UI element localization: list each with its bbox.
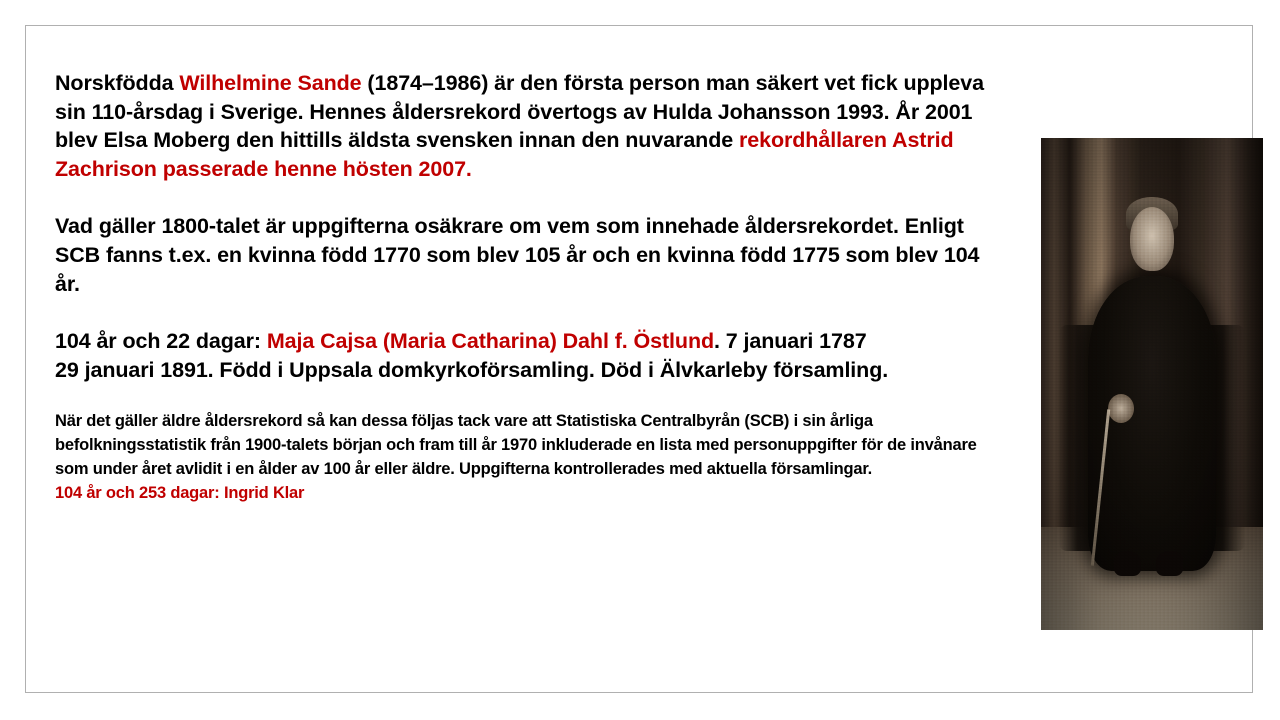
paragraph-2 (55, 212, 990, 298)
historical-portrait-photo (1041, 138, 1263, 630)
text-run-highlight-name: Wilhelmine Sande (179, 71, 362, 95)
text-run: När det gäller äldre åldersrekord så kan dessa följas tack vare att Statistiska Centralbyrån (SCB) i sin årliga befolkningsstatistik från 1900-talets början och fram till år 1970 inkluderade en lista med personuppgifter för de invånare som under året avlidit i en ålder av 100 år eller äldre. Uppgifterna kontrollerades med aktuella församlingar. (55, 412, 977, 479)
text-run: Norskfödda (55, 71, 180, 95)
text-run: 104 år och 22 dagar: (55, 329, 267, 354)
text-run-highlight-record: rekordhållaren Astrid Zachrison passerade henne hösten 2007. (55, 128, 954, 181)
photo-vignette-layer (1041, 138, 1263, 630)
slide-canvas (25, 25, 1253, 693)
paragraph-4 (55, 410, 990, 506)
paragraph-1 (55, 69, 990, 183)
paragraph-spacer (55, 298, 990, 327)
text-run: 29 januari 1891. Född i Uppsala domkyrkoförsamling. Död i Älvkarleby församling. (55, 357, 889, 382)
text-run: . 7 januari 1787 (714, 329, 867, 354)
text-run-highlight-person: Maja Cajsa (Maria Catharina) Dahl f. Östlund (266, 329, 715, 354)
paragraph-spacer (55, 384, 990, 410)
paragraph-3 (55, 327, 990, 384)
text-run-highlight-ingrid: 104 år och 253 dagar: Ingrid Klar (55, 484, 305, 503)
text-run: Vad gäller 1800-talet är uppgifterna osäkrare om vem som innehade åldersrekordet. Enligt SCB fanns t.ex. en kvinna född 1770 som blev 105 år och en kvinna född 1775 som blev 104 år. (55, 214, 980, 296)
slide-text-column (55, 69, 990, 506)
text-run: (1874–1986) är den första person man säkert vet fick uppleva sin 110-årsdag i Sverige. Hennes åldersrekord övertogs av Hulda Johansson 1993. År 2001 blev Elsa Moberg den hittills äldsta svensken innan den nuvarande (55, 71, 985, 153)
paragraph-spacer (55, 183, 990, 212)
